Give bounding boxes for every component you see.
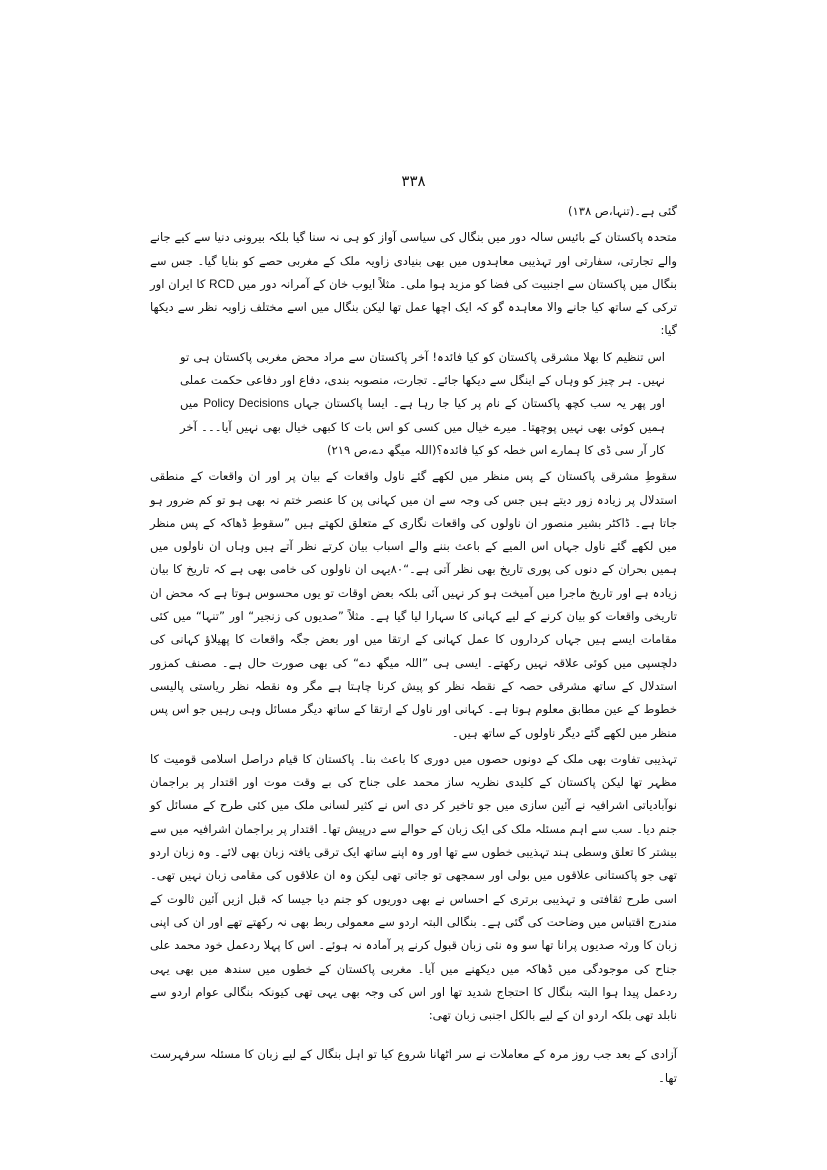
block-quote-text-a: اس تنظیم کا بھلا مشرقی پاکستان کو کیا فائدہ! آخر پاکستان سے مراد محض مغربی پاکستان ہی تو نہیں۔ ہر چیز کو وہاں کے اینگل سے دیکھا جائے۔ تجارت، منصوبہ بندی، دفاع اور دفاعی حکمت عملی اور پھر یہ سب کچھ پاکستان کے نام پر کیا جا رہا ہے۔ ایسا پاکستان جہاں bbox=[180, 349, 665, 411]
paragraph-2: سقوطِ مشرقی پاکستان کے پس منظر میں لکھے گئے ناول واقعات کے بیان پر اور ان واقعات کے منطقی استدلال پر زیادہ زور دیتے ہیں جس کی وجہ سے ان میں کہانی پن کا عنصر ختم نہ بھی ہو تو کم ضرور ہو جاتا ہے۔ ڈاکٹر بشیر منصور ان ناولوں کی واقعات نگاری کے متعلق لکھتے ہیں ”سقوطِ ڈھاکہ کے پس منظر میں لکھے گئے ناول جہاں اس المیے کے باعث بننے والے اسباب بیان کرتے نظر آتے ہیں وہاں ان ناولوں میں ہمیں بحران کے دنوں کی پوری تاریخ بھی نظر آتی ہے۔“۸۰یہی ان ناولوں کی خامی بھی ہے کہ تاریخ کا بیان زیادہ ہے اور تاریخ ماجرا میں آمیخت ہو کر نہیں آئی بلکہ بعض اوقات تو یوں محسوس ہوتا ہے کہ محض ان تاریخی واقعات کو بیان کرنے کے لیے کہانی کا سہارا لیا گیا ہے۔ مثلاً ”صدیوں کی زنجیر“ اور ”تنہا“ میں کئی مقامات ایسے ہیں جہاں کرداروں کا عمل کہانی کے ارتقا میں اور بعض جگہ واقعات کا پھیلاؤ کہانی کی دلچسپی میں کوئی علاقہ نہیں رکھتے۔ ایسی ہی ”اللہ میگھ دے“ کی بھی صورت حال ہے۔ مصنف کمزور استدلال کے ساتھ مشرقی حصہ کے نقطہ نظر کو پیش کرنا چاہتا ہے مگر وہ نقطہ نظر ریاستی پالیسی خطوط کے عین مطابق معلوم ہوتا ہے۔ کہانی اور ناول کے ارتقا کے ساتھ دیگر مسائل وہی رہیں جو اس پس منظر میں لکھے گئے دیگر ناولوں کے ساتھ ہیں۔ bbox=[150, 469, 677, 740]
paragraph-1-term: RCD bbox=[209, 277, 235, 291]
block-quote-term: Policy Decisions bbox=[203, 397, 289, 411]
block-quote-text-b: میں ہمیں کوئی بھی نہیں پوچھتا۔ میرے خیال میں کسی کو اس بات کا کبھی خیال بھی نہیں آیا۔۔۔ آخر کار آر سی ڈی کا ہمارے اس خطہ کو کیا فائدہ؟(اللہ میگھ دے،ص ۲۱۹) bbox=[180, 396, 665, 457]
paragraph-1-text-a: متحدہ پاکستان کے بائیس سالہ دور میں بنگال کی سیاسی آواز کو ہی نہ سنا گیا بلکہ بیرونی دنیا سے کیے جانے والے تجارتی، سفارتی اور تہذیبی معاہدوں میں بھی بنیادی زاویہ ملک کے مغربی حصے کو بنایا گیا۔ جس سے بنگال میں پاکستان سے اجنبیت کی فضا کو مزید ہوا ملی۔ مثلاً ایوب خان کے آمرانہ دور میں bbox=[150, 230, 678, 291]
paragraph-1 bbox=[150, 226, 677, 342]
block-quote bbox=[180, 346, 665, 462]
paragraph-3: تہذیبی تفاوت بھی ملک کے دونوں حصوں میں دوری کا باعث بنا۔ پاکستان کا قیام دراصل اسلامی قومیت کا مظہر تھا لیکن پاکستان کے کلیدی نظریہ ساز محمد علی جناح کی بے وقت موت اور اقتدار پر براجمان نوآبادیاتی اشرافیہ نے آئین سازی میں جو تاخیر کر دی اس نے کثیر لسانی ملک میں کئی طرح کے مسائل کو جنم دیا۔ سب سے اہم مسئلہ ملک کی ایک زبان کے حوالے سے درپیش تھا۔ اقتدار پر براجمان اشرافیہ میں سے بیشتر کا تعلق وسطی ہند تہذیبی خطوں سے تھا اور وہ اپنے ساتھ ایک ترقی یافتہ زبان بھی لائے۔ وہ زبان اردو تھی جو پاکستانی علاقوں میں بولی اور سمجھی تو جاتی تھی لیکن وہ ان علاقوں کی مقامی زبان نہیں تھی۔ اسی طرح ثقافتی و تہذیبی برتری کے احساس نے بھی دوریوں کو جنم دیا جیسا کہ قبل ازیں آئین ثالوت کے مندرج اقتباس میں وضاحت کی گئی ہے۔ بنگالی البتہ اردو سے معمولی ربط بھی نہ رکھتے تھے اور ان کی اپنی زبان کا ورثہ صدیوں پرانا تھا سو وہ نئی زبان قبول کرنے پر آمادہ نہ ہوئے۔ اس کا پہلا ردعمل خود محمد علی جناح کی موجودگی میں ڈھاکہ میں دیکھنے میں آیا۔ مغربی پاکستان کے خطوں میں سندھ میں بھی یہی ردعمل پیدا ہوا البتہ بنگال کا احتجاج شدید تھا اور اس کی وجہ بھی یہی تھی کیونکہ بنگالی عوام اردو سے نابلد تھی بلکہ اردو ان کے لیے بالکل اجنبی زبان تھی: bbox=[150, 751, 677, 1023]
opening-line: گئی ہے۔(تنہا،ص ۱۳۸) bbox=[568, 204, 677, 218]
paragraph-1-text-b: کا ایران اور ترکی کے ساتھ کیا جانے والا معاہدہ گو کہ ایک اچھا عمل تھا لیکن بنگال میں اسے مختلف زاویہ نظر سے دیکھا گیا: bbox=[150, 276, 677, 338]
paragraph-4: آزادی کے بعد جب روز مرہ کے معاملات نے سر اٹھانا شروع کیا تو اہل بنگال کے لیے زبان کا مسئلہ سرفہرست تھا۔ bbox=[150, 1047, 677, 1085]
page-number: ۳۳۸ bbox=[401, 172, 426, 190]
page-body bbox=[150, 200, 677, 1090]
